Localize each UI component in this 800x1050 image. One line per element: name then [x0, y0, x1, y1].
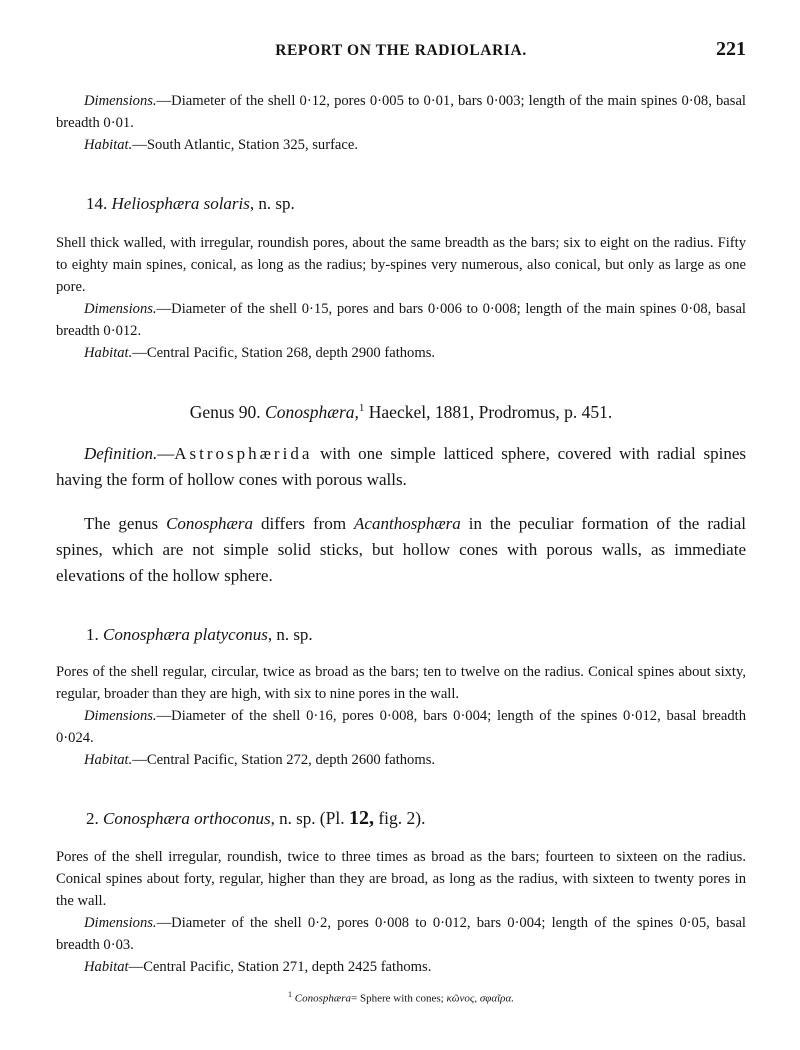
page-header [56, 36, 746, 64]
footnote-greek: κῶνος, σφαῖρα. [446, 992, 514, 1005]
species-number: 14. [86, 194, 108, 213]
species-dimensions [56, 912, 746, 956]
species-habitat [56, 956, 746, 978]
species-description: Shell thick walled, with irregular, roundish pores, about the same breadth as the bars; six to eight on the radius. Fifty to eighty main spines, conical, as long as the radius; by-spines very numerous, also conical, but only as large as one pore. [56, 235, 746, 295]
species-number: 1. [86, 625, 99, 644]
species-heading-1 [56, 625, 746, 645]
dimensions-label: Dimensions. [84, 708, 157, 724]
species-block-1 [56, 661, 746, 771]
footnote-term: Conosphæra [294, 992, 352, 1005]
species-suffix: , n. sp. [267, 625, 313, 644]
running-head: REPORT ON THE RADIOLARIA. [275, 42, 527, 59]
plate-ref-open: (Pl. [319, 808, 345, 828]
species-habitat [56, 749, 746, 771]
definition-label: Definition. [84, 444, 158, 463]
remark-compare-name: Acanthosphæra [354, 514, 461, 533]
plate-ref-close: fig. 2). [378, 808, 426, 828]
genus-remark [56, 511, 746, 589]
species-suffix: , n. sp. [270, 809, 316, 828]
genus-prefix: Genus 90. [189, 402, 261, 422]
species-block-2 [56, 846, 746, 978]
remark-text: differs from [260, 514, 347, 533]
plate-reference [320, 808, 426, 828]
prev-habitat [56, 134, 746, 156]
plate-number: 12, [348, 807, 374, 829]
dimensions-text: —Diameter of the shell 0·16, pores 0·008, bars 0·004; length of the spines 0·012, basal breadth 0·024. [56, 708, 746, 746]
species-block-14 [56, 232, 746, 364]
definition-group: Astrosphærida [174, 444, 313, 463]
dimensions-label: Dimensions. [84, 93, 157, 109]
habitat-label: Habitat [84, 959, 129, 975]
species-number: 2. [86, 809, 99, 828]
species-suffix: , n. sp. [249, 194, 295, 213]
genus-definition [56, 441, 746, 493]
dimensions-text: —Diameter of the shell 0·15, pores and bars 0·006 to 0·008; length of the main spines 0·08, basal breadth 0·012. [56, 301, 746, 339]
habitat-text: —Central Pacific, Station 272, depth 2600 fathoms. [132, 752, 436, 768]
definition-text: with one simple latticed sphere, covered with radial spines having the form of hollow cones with porous walls. [56, 444, 747, 489]
definition-dash: — [157, 444, 175, 463]
dimensions-label: Dimensions. [84, 915, 157, 931]
remark-text: in the peculiar formation of the radial spines, which are not simple solid sticks, but hollow cones with porous walls, as immediate elevations of the hollow sphere. [56, 514, 747, 585]
species-name: Heliosphæra solaris [111, 194, 250, 213]
genus-name: Conosphæra, [265, 402, 359, 422]
dimensions-text: —Diameter of the shell 0·2, pores 0·008 to 0·012, bars 0·004; length of the spines 0·05, basal breadth 0·03. [56, 915, 746, 953]
species-habitat [56, 342, 746, 364]
species-dimensions [56, 705, 746, 749]
species-heading-2 [56, 807, 746, 830]
habitat-text: —Central Pacific, Station 268, depth 2900 fathoms. [132, 345, 436, 361]
remark-genus-name: Conosphæra [166, 514, 253, 533]
habitat-label: Habitat. [84, 752, 133, 768]
footnote-marker: 1 [358, 402, 365, 415]
dimensions-text: —Diameter of the shell 0·12, pores 0·005 to 0·01, bars 0·003; length of the main spines 0·08, basal breadth 0·01. [56, 93, 746, 131]
species-dimensions [56, 298, 746, 342]
footnote-text: = Sphere with cones; [351, 992, 444, 1005]
dimensions-label: Dimensions. [84, 301, 157, 317]
habitat-label: Habitat. [84, 345, 133, 361]
prev-species-block [56, 90, 746, 156]
species-description: Pores of the shell regular, circular, twice as broad as the bars; ten to twelve on the radius. Conical spines about sixty, regular, broader than they are high, with six to nine pores in the wall. [56, 664, 746, 702]
species-heading-14 [56, 194, 746, 214]
species-name: Conosphæra platyconus [103, 625, 268, 644]
habitat-text: —Central Pacific, Station 271, depth 2425 fathoms. [128, 959, 432, 975]
page-number: 221 [716, 38, 746, 60]
habitat-text: —South Atlantic, Station 325, surface. [132, 137, 359, 153]
page [56, 36, 747, 1005]
genus-heading [56, 402, 746, 423]
footnote [56, 990, 746, 1005]
genus-definition-block [56, 441, 746, 493]
genus-authority: Haeckel, 1881, Prodromus, p. 451. [368, 402, 613, 422]
species-name: Conosphæra orthoconus [103, 809, 271, 828]
habitat-label: Habitat. [84, 137, 133, 153]
footnote-mark: 1 [288, 990, 293, 999]
genus-remark-block [56, 511, 746, 589]
prev-dimensions [56, 90, 746, 134]
species-description: Pores of the shell irregular, roundish, twice to three times as broad as the bars; fourteen to sixteen on the radius. Conical spines about forty, regular, higher than they are broad, as long as the radius, with sixteen to twenty pores in the wall. [56, 849, 746, 909]
remark-text: The genus [84, 514, 159, 533]
